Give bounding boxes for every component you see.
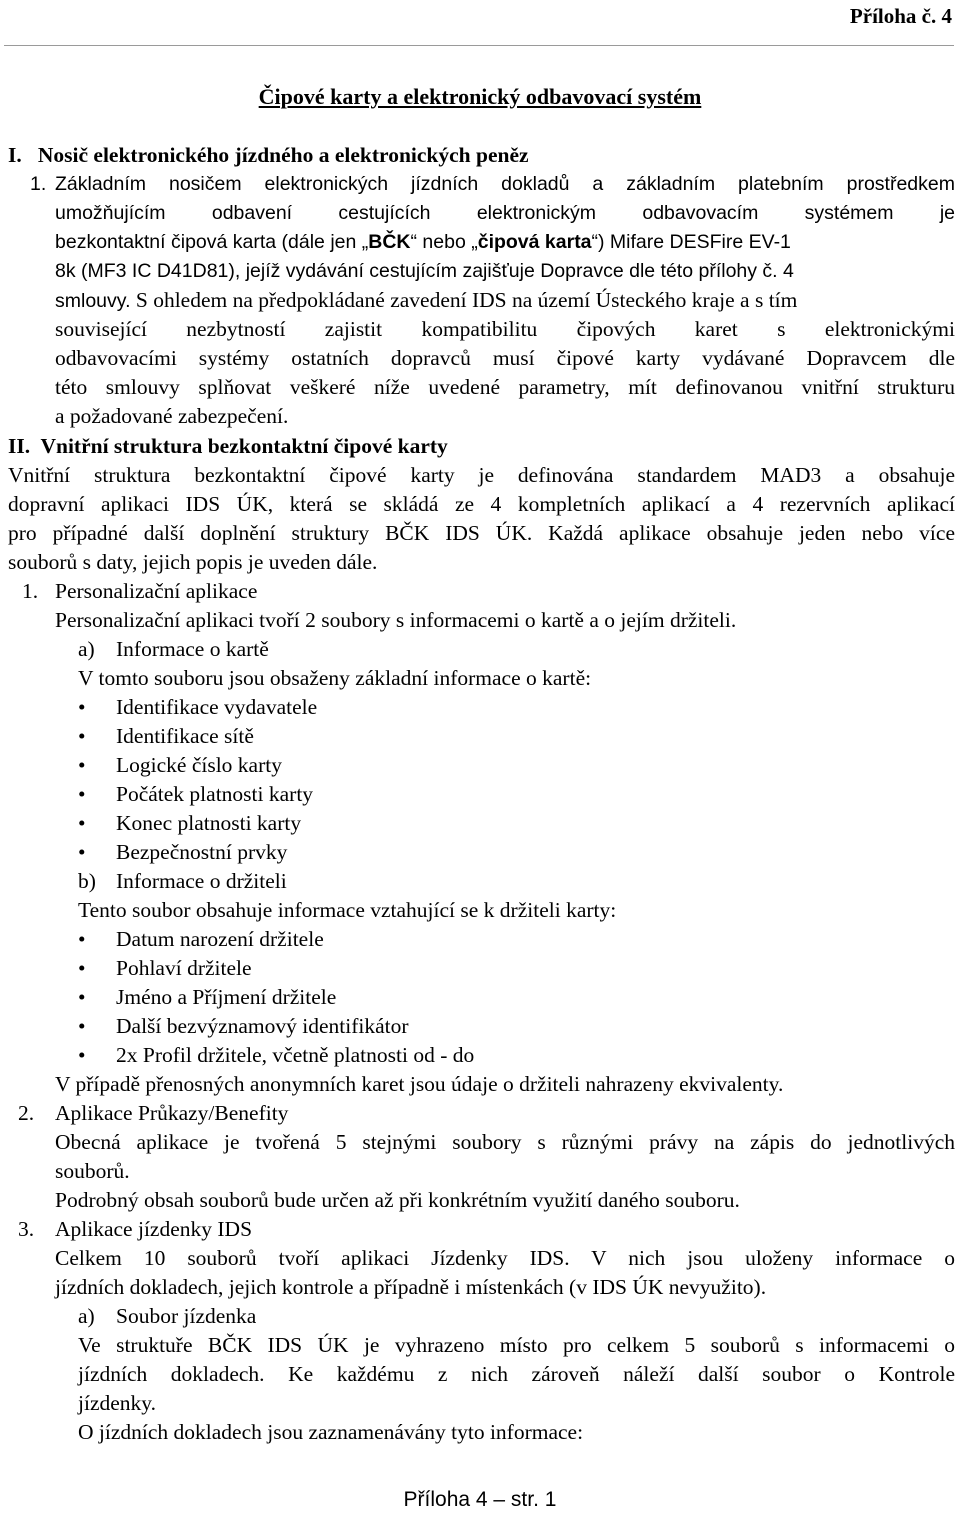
app-2-line-2: souborů. [55, 1159, 130, 1183]
app-2-title: Aplikace Průkazy/Benefity [55, 1101, 289, 1125]
app-2-line-1: Obecná aplikace je tvořená 5 stejnými soubory s různými právy na zápis do jednotlivých [55, 1130, 955, 1154]
bullet-icon: • [78, 753, 86, 777]
page-footer: Příloha 4 – str. 1 [403, 1488, 557, 1511]
bullet-icon: • [78, 695, 86, 719]
list-item: 2x Profil držitele, včetně platnosti od - do [116, 1043, 475, 1067]
bullet-icon: • [78, 811, 86, 835]
app-1-a-label: a) [78, 637, 95, 661]
section-2-line-1: Vnitřní struktura bezkontaktní čipové karty je definována standardem MAD3 a obsahuje [8, 463, 955, 487]
app-3-title: Aplikace jízdenky IDS [55, 1217, 253, 1241]
list-item: Další bezvýznamový identifikátor [116, 1014, 409, 1038]
section-1-line-2: umožňujícím odbavení cestujících elektronickým odbavovacím systémem je [55, 202, 955, 224]
bck-term: BČK [368, 231, 411, 253]
section-2-line-3: pro případné další doplnění struktury BČK IDS ÚK. Každá aplikace obsahuje jeden nebo více [8, 521, 955, 545]
section-1-line-5 [55, 288, 797, 313]
list-item: Konec platnosti karty [116, 811, 302, 835]
app-1-a-description: V tomto souboru jsou obsaženy základní informace o kartě: [78, 666, 592, 690]
section-2-heading: II. Vnitřní struktura bezkontaktní čipové karty [8, 434, 448, 458]
app-3-a-line-4: O jízdních dokladech jsou zaznamenávány tyto informace: [78, 1420, 584, 1444]
list-item: Identifikace sítě [116, 724, 254, 748]
app-3-line-1: Celkem 10 souborů tvoří aplikaci Jízdenky IDS. V nich jsou uloženy informace o [55, 1246, 955, 1270]
text-span: “ nebo „ [410, 231, 478, 253]
app-3-a-label: a) [78, 1304, 95, 1328]
section-1-heading: I. Nosič elektronického jízdného a elektronických peněz [8, 143, 529, 167]
bullet-icon: • [78, 1043, 86, 1067]
app-3-a-line-1: Ve struktuře BČK IDS ÚK je vyhrazeno místo pro celkem 5 souborů s informacemi o [78, 1333, 955, 1357]
app-3-a-line-3: jízdenky. [78, 1391, 157, 1415]
app-1-b-description: Tento soubor obsahuje informace vztahující se k držiteli karty: [78, 898, 617, 922]
annex-header: Příloha č. 4 [849, 4, 952, 28]
section-1-line-3 [55, 231, 791, 253]
section-2-line-4: souborů s daty, jejich popis je uveden dále. [8, 550, 378, 574]
text-span: bezkontaktní čipová karta (dále jen „ [55, 231, 369, 253]
list-item: Logické číslo karty [116, 753, 282, 777]
app-3-a-title: Soubor jízdenka [116, 1304, 257, 1328]
app-1-title: Personalizační aplikace [55, 579, 258, 603]
bullet-icon: • [78, 782, 86, 806]
chip-card-term: čipová karta [477, 231, 592, 253]
list-item: Datum narození držitele [116, 927, 324, 951]
section-1-line-1: Základním nosičem elektronických jízdních dokladů a základním platebním prostředkem [55, 173, 955, 195]
text-span: “) Mifare DESFire EV-1 [591, 231, 791, 253]
bullet-icon: • [78, 956, 86, 980]
section-1-line-4: 8k (MF3 IC D41D81), jejíž vydávání cestujícím zajišťuje Dopravce dle této přílohy č. 4 [55, 260, 794, 282]
bullet-icon: • [78, 840, 86, 864]
section-1-line-6: související nezbytností zajistit kompatibilitu čipových karet s elektronickými [55, 317, 955, 341]
app-1-description: Personalizační aplikaci tvoří 2 soubory s informacemi o kartě a o jejím držiteli. [55, 608, 737, 632]
app-3-number: 3. [18, 1217, 35, 1241]
app-2-line-3: Podrobný obsah souborů bude určen až při konkrétním využití daného souboru. [55, 1188, 740, 1212]
bullet-icon: • [78, 985, 86, 1009]
app-1-note: V případě přenosných anonymních karet jsou údaje o držiteli nahrazeny ekvivalenty. [55, 1072, 784, 1096]
text-span: smlouvy. [55, 290, 131, 312]
section-1-line-7: odbavovacími systémy ostatních dopravců musí čipové karty vydávané Dopravcem dle [55, 346, 955, 370]
bullet-icon: • [78, 724, 86, 748]
list-item: Bezpečnostní prvky [116, 840, 288, 864]
section-2-line-2: dopravní aplikaci IDS ÚK, která se skládá ze 4 kompletních aplikací a 4 rezervních aplikací [8, 492, 955, 516]
app-1-number: 1. [22, 579, 39, 603]
list-item: Identifikace vydavatele [116, 695, 318, 719]
app-1-a-title: Informace o kartě [116, 637, 269, 661]
header-rule [4, 45, 954, 46]
page-title: Čipové karty a elektronický odbavovací systém [258, 84, 702, 109]
app-1-b-label: b) [78, 869, 96, 893]
list-item: Jméno a Příjmení držitele [116, 985, 337, 1009]
section-1-item-number: 1. [30, 173, 47, 195]
app-2-number: 2. [18, 1101, 35, 1125]
app-3-a-line-2: jízdních dokladech. Ke každému z nich zároveň náleží další soubor o Kontrole [78, 1362, 955, 1386]
bullet-icon: • [78, 927, 86, 951]
list-item: Pohlaví držitele [116, 956, 252, 980]
app-1-b-title: Informace o držiteli [116, 869, 287, 893]
bullet-icon: • [78, 1014, 86, 1038]
list-item: Počátek platnosti karty [116, 782, 314, 806]
section-1-line-9: a požadované zabezpečení. [55, 404, 289, 428]
app-3-line-2: jízdních dokladech, jejich kontrole a případně i místenkách (v IDS ÚK nevyužito). [55, 1275, 767, 1299]
section-1-line-8: této smlouvy splňovat veškeré níže uvedené parametry, mít definovanou vnitřní strukturu [55, 375, 955, 399]
text-span: S ohledem na předpokládané zavedení IDS na území Ústeckého kraje a s tím [130, 288, 798, 312]
